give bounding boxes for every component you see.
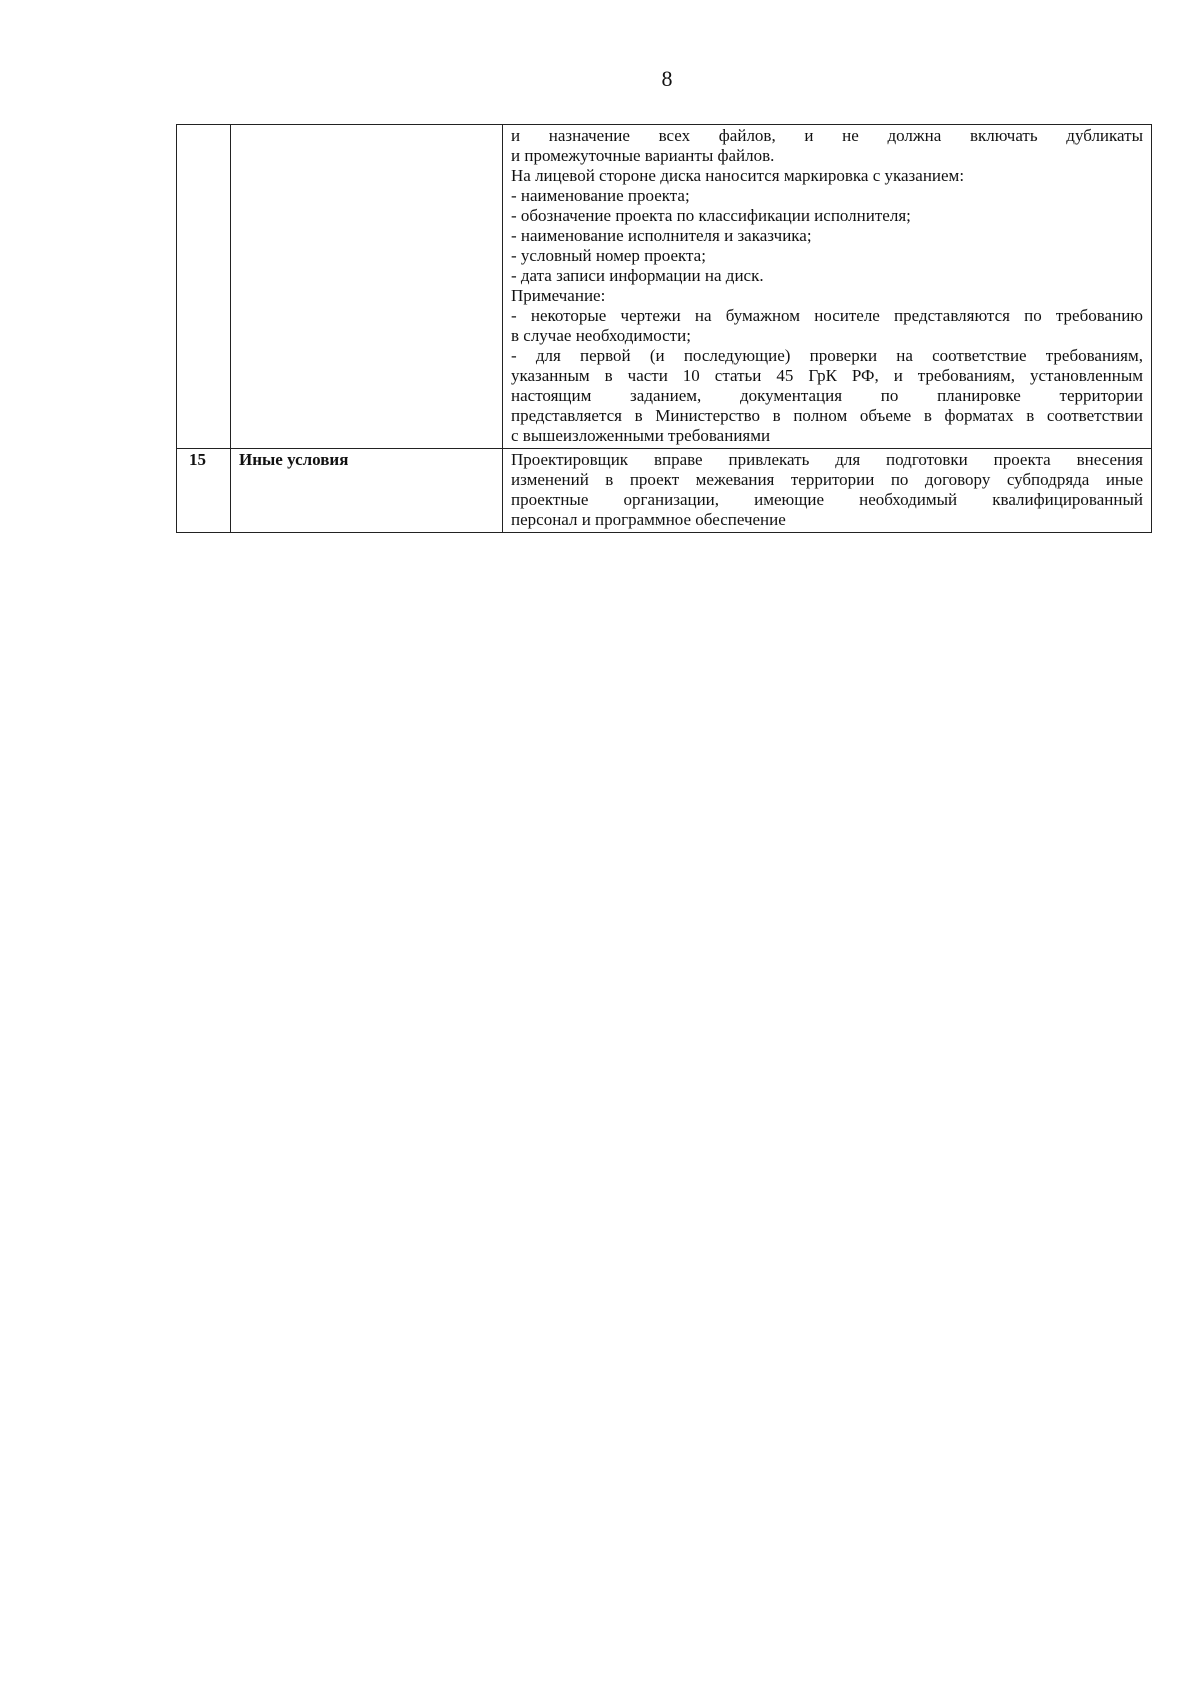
requirements-table: [176, 124, 1152, 533]
table-row: [177, 449, 1152, 533]
row-title: [231, 125, 503, 449]
text-line: настоящим заданием, документация по планировке территории: [511, 386, 1143, 405]
text-line: указанным в части 10 статьи 45 ГрК РФ, и требованиям, установленным: [511, 366, 1143, 385]
text-line: - наименование проекта;: [511, 186, 690, 205]
text-line: - для первой (и последующие) проверки на соответствие требованиям,: [511, 346, 1143, 365]
text-line: и промежуточные варианты файлов.: [511, 146, 775, 165]
text-line: Проектировщик вправе привлекать для подготовки проекта внесения: [511, 450, 1143, 469]
text-line: - некоторые чертежи на бумажном носителе представляются по требованию: [511, 306, 1143, 325]
text-line: - дата записи информации на диск.: [511, 266, 764, 285]
text-line: персонал и программное обеспечение: [511, 510, 786, 529]
row-title: Иные условия: [231, 449, 503, 533]
text-line: - обозначение проекта по классификации исполнителя;: [511, 206, 911, 225]
row-number: [177, 125, 231, 449]
table-row: [177, 125, 1152, 449]
row-number: 15: [177, 449, 231, 533]
text-line: - наименование исполнителя и заказчика;: [511, 226, 812, 245]
table-body: [177, 125, 1152, 533]
page-number: 8: [661, 66, 673, 91]
text-line: изменений в проект межевания территории по договору субподряда иные: [511, 470, 1143, 489]
row-description: [503, 449, 1152, 533]
row-description: [503, 125, 1152, 449]
text-line: представляется в Министерство в полном объеме в форматах в соответствии: [511, 406, 1143, 425]
text-line: На лицевой стороне диска наносится маркировка с указанием:: [511, 166, 965, 185]
text-line: проектные организации, имеющие необходимый квалифицированный: [511, 490, 1143, 509]
text-line: в случае необходимости;: [511, 326, 691, 345]
text-line: - условный номер проекта;: [511, 246, 706, 265]
text-line: и назначение всех файлов, и не должна включать дубликаты: [511, 126, 1143, 145]
text-line: Примечание:: [511, 286, 606, 305]
text-line: с вышеизложенными требованиями: [511, 426, 771, 445]
